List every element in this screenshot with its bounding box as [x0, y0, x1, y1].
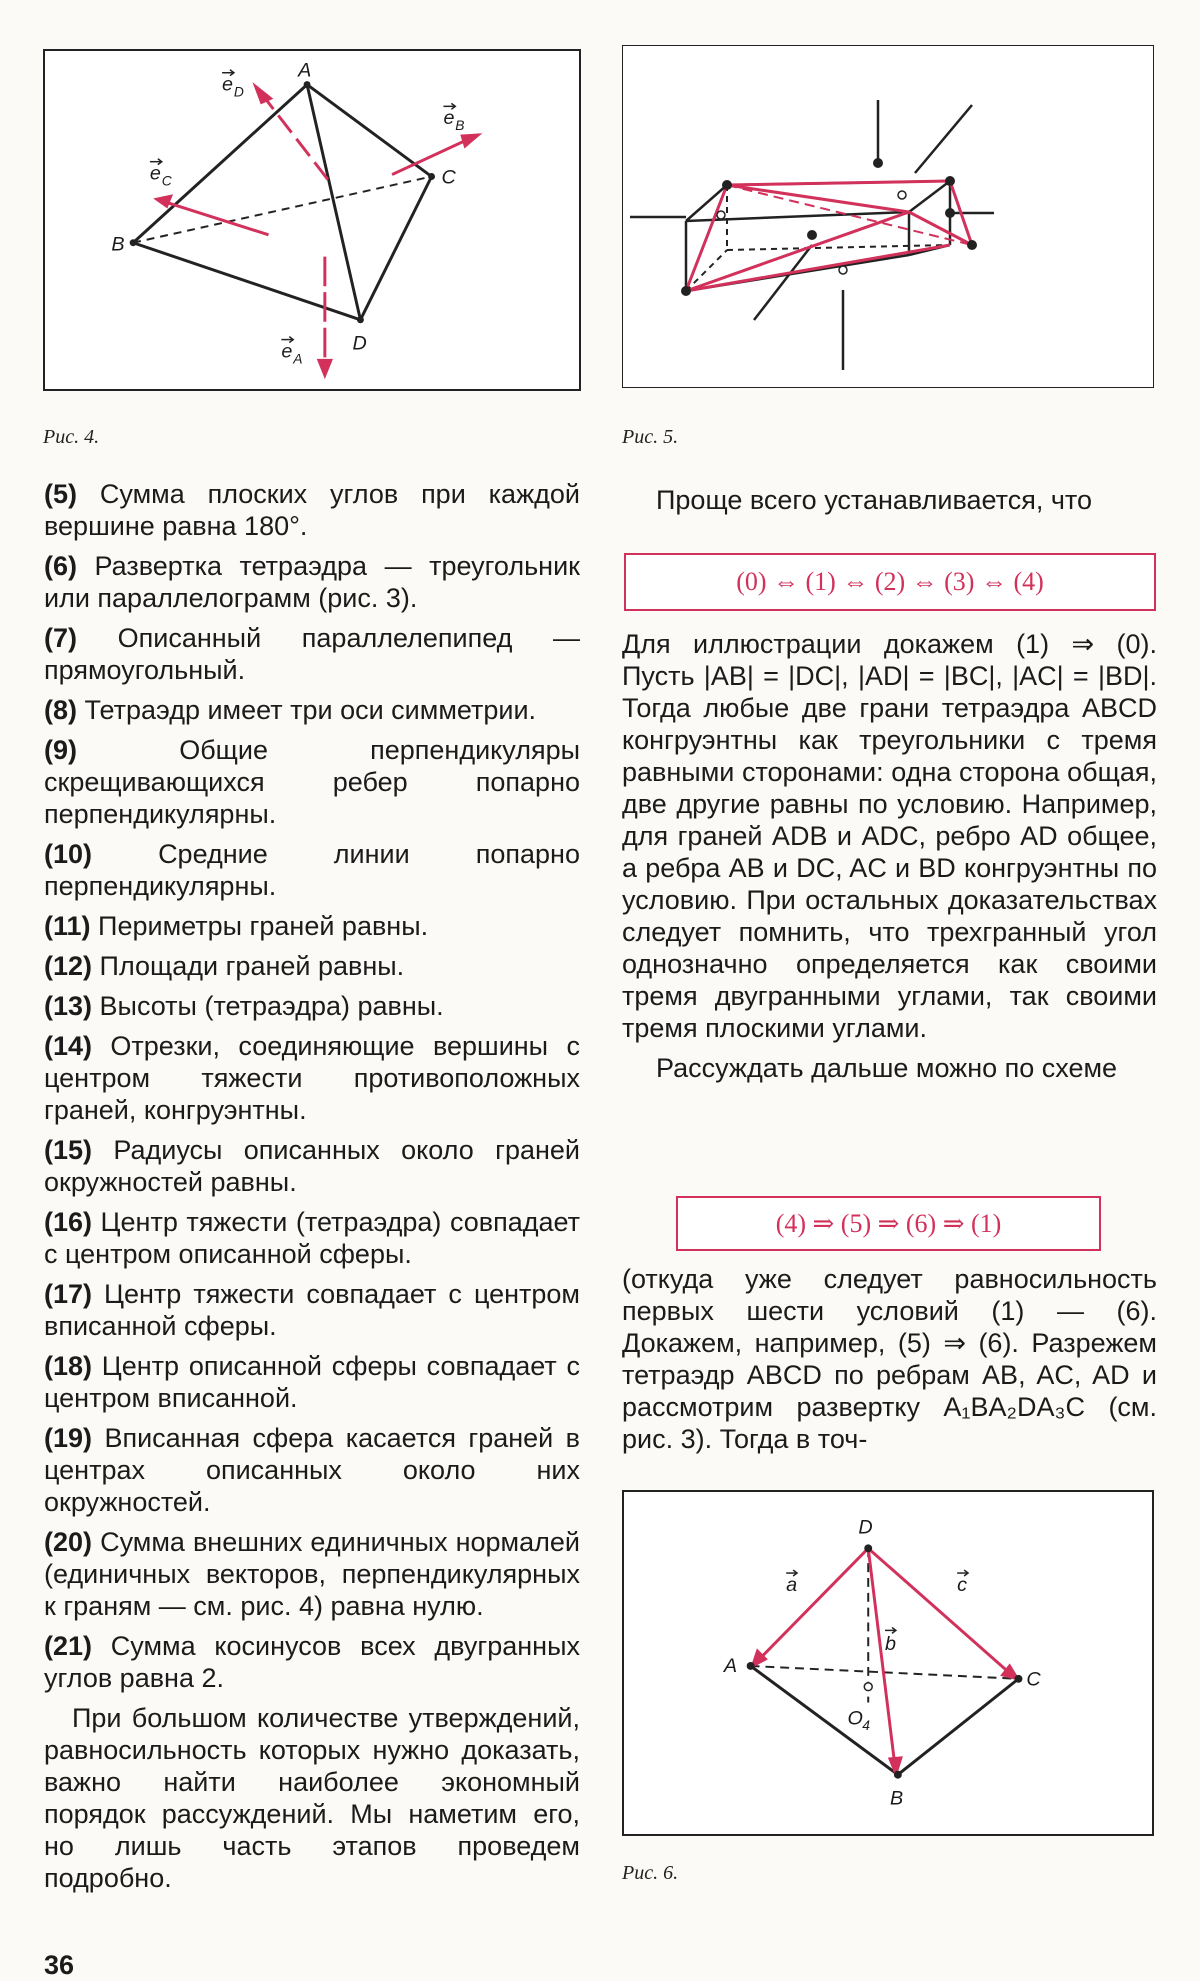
fig6-vector-a: a: [786, 1573, 798, 1596]
list-item: (19) Вписанная сфера касается граней в центрах описанных около них окружностей.: [44, 1423, 580, 1517]
figure-4: [43, 49, 581, 391]
figure-6-drawing: [624, 1492, 1152, 1834]
list-item: (12) Площади граней равны.: [44, 951, 405, 981]
right-paragraph-3: (откуда уже следует равносильность первых шести условий (1) — (6). Докажем, например, (5) ⇒ (6). Разрежем тетраэдр ABCD по ребрам AB, AC, AD и рассмотрим развертку A₁BA₂DA₃C (см. рис. 3). Тогда в точ-: [622, 1264, 1157, 1454]
scheme-box: (4) ⇒ (5) ⇒ (6) ⇒ (1): [676, 1196, 1101, 1251]
list-item: (17) Центр тяжести совпадает с центром вписанной сферы.: [44, 1279, 580, 1341]
list-item: (13) Высоты (тетраэдра) равны.: [44, 991, 444, 1021]
list-item: (10) Средние линии попарно перпендикулярны.: [44, 839, 580, 901]
fig4-vector-eA-sub: A: [293, 350, 303, 367]
figure-6: [622, 1490, 1154, 1836]
list-item: (6) Развертка тетраэдра — треугольник или параллелограмм (рис. 3).: [44, 551, 580, 613]
list-item: (8) Тетраэдр имеет три оси симметрии.: [44, 695, 537, 725]
list-item: (5) Сумма плоских углов при каждой вершине равна 180°.: [44, 479, 580, 541]
list-item: (18) Центр описанной сферы совпадает с центром вписанной.: [44, 1351, 580, 1413]
figure-4-drawing: [45, 51, 579, 389]
fig6-label-D: D: [858, 1516, 873, 1539]
fig4-vector-eB-sub: B: [455, 117, 465, 134]
fig4-label-B: B: [111, 233, 125, 256]
right-paragraph-1: Для иллюстрации докажем (1) ⇒ (0). Пусть |AB| = |DC|, |AD| = |BC|, |AC| = |BD|. Тогда любые две грани тетраэдра ABCD конгруэнтны как треугольники с тремя равными сторонами: одна сторона общая, две другие равны по условию. Например, для граней ADB и ADC, ребро AD общее, а ребра AB и DC, AC и BD конгруэнтны по условию. При остальных доказательствах следует помнить, что трехгранный угол однозначно определяется как своими тремя двугранными углами, так своими тремя плоскими углами. Рассуждать дальше можно по схеме: [622, 629, 1157, 1083]
page-number: 36: [44, 1950, 75, 1980]
fig6-vector-b: b: [885, 1633, 897, 1656]
closing-paragraph: При большом количестве утверждений, равносильность которых нужно доказать, важно найти наиболее экономный порядок рассуждений. Мы наметим его, но лишь часть этапов проведем подробно.: [44, 1703, 580, 1893]
list-item: (11) Периметры граней равны.: [44, 911, 429, 941]
fig4-vector-eB: e: [443, 107, 455, 130]
right-intro: Проще всего устанавливается, что: [656, 485, 1092, 515]
list-item: (20) Сумма внешних единичных нормалей (единичных векторов, перпендикулярных к граням — см. рис. 4) равна нулю.: [44, 1527, 580, 1621]
figure-5-caption: Рис. 5.: [622, 426, 679, 448]
fig4-vector-eC-sub: C: [161, 172, 172, 189]
fig6-label-C: C: [1026, 1668, 1041, 1691]
fig4-vector-eA: e: [281, 340, 293, 363]
fig4-vector-eD-sub: D: [233, 83, 244, 100]
list-item: (7) Описанный параллелепипед — прямоугольный.: [44, 623, 580, 685]
list-item: (14) Отрезки, соединяющие вершины с центром тяжести противоположных граней, конгруэнтны.: [44, 1031, 580, 1125]
fig6-label-B: B: [889, 1787, 904, 1810]
fig6-label-O-sub: 4: [862, 1717, 871, 1734]
fig6-vector-c: c: [957, 1573, 968, 1596]
fig4-vector-eC: e: [149, 162, 161, 185]
fig4-label-C: C: [441, 166, 456, 189]
fig6-label-A: A: [723, 1654, 738, 1677]
figure-6-caption: Рис. 6.: [622, 1862, 679, 1884]
fig6-label-O: O: [847, 1707, 863, 1730]
fig4-label-A: A: [298, 59, 312, 82]
fig4-vector-eD: e: [222, 73, 234, 96]
list-item: (21) Сумма косинусов всех двугранных углов равна 2.: [44, 1631, 580, 1693]
fig4-label-D: D: [352, 332, 367, 355]
figure-4-caption: Рис. 4.: [43, 426, 100, 448]
list-item: (15) Радиусы описанных около граней окружностей равны.: [44, 1135, 580, 1197]
figure-5-overlay: [622, 45, 1154, 388]
equivalence-box: (0) ⇔ (1) ⇔ (2) ⇔ (3) ⇔ (4): [624, 553, 1156, 611]
left-column: [44, 478, 580, 1902]
list-item: (9) Общие перпендикуляры скрещивающихся ребер попарно перпендикулярны.: [44, 735, 580, 829]
list-item: (16) Центр тяжести (тетраэдра) совпадает с центром описанной сферы.: [44, 1207, 580, 1269]
